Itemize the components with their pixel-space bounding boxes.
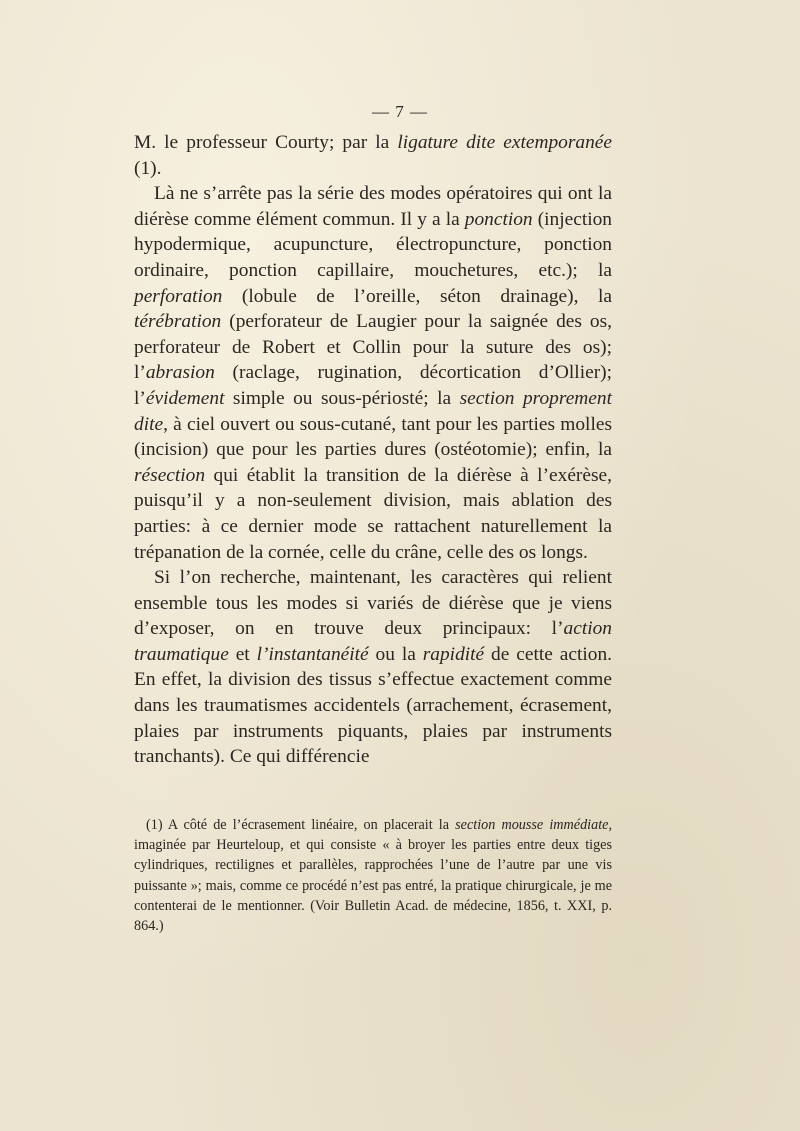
paragraph [134, 565, 612, 770]
text-run: (injection hypodermique, acupuncture, électropuncture, ponction ordinaire, ponction capillaire, mouchetures, etc.); la [134, 208, 613, 281]
italic-text: térébration [134, 311, 222, 333]
paragraph [134, 181, 612, 565]
text-run: de cette action. En effet, la division des tissus s’effectue exactement comme dans les traumatismes accidentels (arrachement, écrasement, plaies par instruments piquants, plaies par instruments tranchants). Ce qui différencie [134, 643, 612, 768]
italic-text: action traumatique [134, 618, 612, 665]
italic-text: l’instantanéité [256, 643, 369, 665]
italic-text: perforation [134, 285, 223, 307]
italic-text: rapidité [422, 643, 485, 665]
italic-text: évidement [145, 387, 225, 409]
text-run: (lobule de l’oreille, séton drainage), la [222, 285, 612, 307]
main-text [134, 130, 612, 770]
footnote-text [134, 815, 612, 936]
text-run: M. le professeur Courty; par la [134, 132, 398, 153]
italic-text: abrasion [145, 362, 215, 384]
text-run: simple ou sous-périosté; la [224, 387, 460, 409]
text-run: (perforateur de Laugier pour la saignée des os, perforateur de Robert et Collin pour la suture des os); l’ [134, 311, 612, 384]
text-run: Si l’on recherche, maintenant, les caractères qui relient ensemble tous les modes si variés de diérèse que je viens d’exposer, on en trouve deux principaux: l’ [134, 567, 612, 640]
text-run: (1) A côté de l’écrasement linéaire, on placerait la [146, 817, 456, 833]
text-run: ou la [368, 643, 423, 665]
text-run: , à ciel ouvert ou sous-cutané, tant pour les parties molles (incision) que pour les parties dures (ostéotomie); enfin, la [134, 413, 612, 461]
italic-text: section proprement dite [134, 387, 612, 435]
text-run: (raclage, rugination, décortication d’Ollier); l’ [134, 362, 612, 409]
text-run: qui établit la transition de la diérèse à l’exérèse, puisqu’il y a non-seulement division, mais ablation des parties: à ce dernier mode se rattachent naturellement la trépanation de la cornée, celle du crâne, celle des os longs. [134, 464, 612, 563]
footnote [134, 815, 612, 936]
italic-text: ligature dite extemporanée [397, 132, 613, 153]
italic-text: résection [134, 464, 206, 486]
text-run: et [228, 643, 257, 665]
italic-text: ponction [464, 208, 533, 230]
italic-text: section mousse immédiate [455, 817, 609, 833]
page-number: — 7 — [372, 102, 428, 121]
paragraph [134, 130, 612, 181]
text-run: (1). [134, 157, 162, 179]
text-run: Là ne s’arrête pas la série des modes opératoires qui ont la diérèse comme élément commun. Il y a la [134, 183, 612, 230]
text-run: , imaginée par Heurteloup, et qui consiste « à broyer les parties entre deux tiges cylindriques, rectilignes et parallèles, rapprochées l’une de l’autre par une vis puissante »; mais, comme ce procédé n’est pas entré, la pratique chirurgicale, je me contenterai de le mentionner. (Voir Bulletin Acad. de médecine, 1856, t. XXI, p. 864.) [134, 817, 612, 935]
